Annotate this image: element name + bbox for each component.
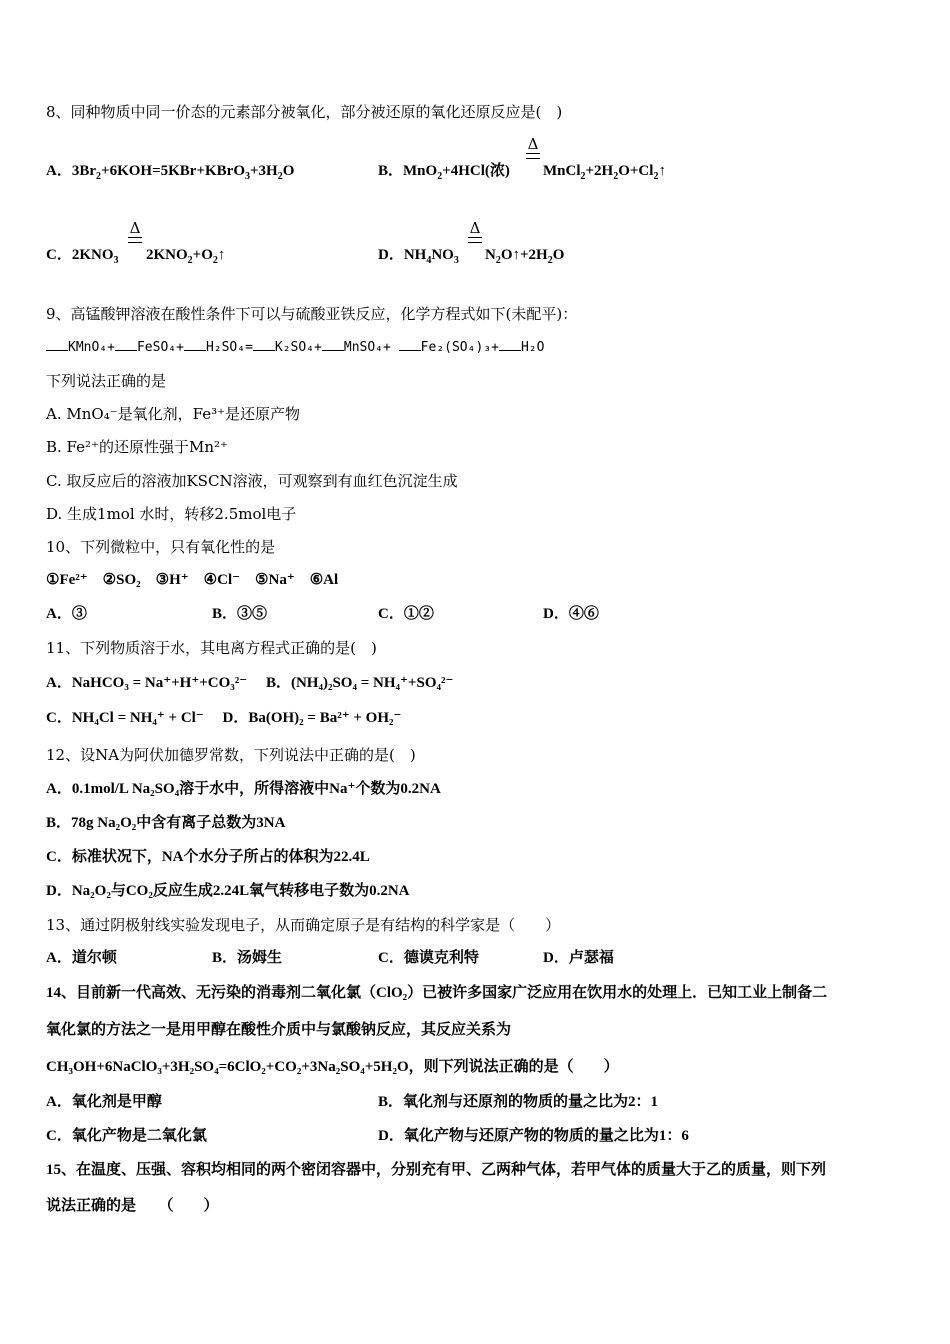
equals-sign: [468, 237, 482, 243]
q13-option-d: D．卢瑟福: [543, 950, 614, 966]
q8-a-formula: [71, 163, 295, 182]
q8-c-products: [146, 245, 225, 265]
q12-option-b: B．78g Na₂O₂中含有离子总数为3NA: [46, 815, 286, 831]
q13-option-c: C．德谟克利特: [378, 950, 479, 966]
blank: [399, 338, 421, 351]
q14-option-c: C．氧化产物是二氧化氯: [46, 1128, 207, 1144]
formula-text: +O: [192, 247, 213, 263]
subscript: 2: [547, 255, 553, 266]
formula-text: 2KNO: [71, 247, 114, 263]
q11-options-ab: A．NaHCO₃ = Na⁺+H⁺+CO₃²⁻ B．(NH₄)₂SO₄ = NH₄⁺+SO₄²⁻: [46, 675, 454, 691]
formula-text: O+Cl: [618, 163, 654, 179]
subscript: 2: [653, 171, 659, 182]
q8-b-products: [543, 161, 666, 181]
q9-option-c: C. 取反应后的溶液加KSCN溶液，可观察到有血红色沉淀生成: [46, 472, 458, 490]
q8-option-a: A．$3Br_2+6KOH=5KBr+KBrO_3+3H_2O$: [46, 163, 295, 182]
heat-symbol: Δ: [129, 219, 141, 237]
q8-option-c: C．$2KNO_3$: [46, 247, 119, 266]
formula-text: MnCl: [543, 163, 581, 179]
q8-option-d: D．$NH_4NO_3$: [378, 247, 459, 266]
formula-text: O↑+2H: [500, 247, 548, 263]
blank: [184, 338, 206, 351]
subscript: 2: [580, 171, 586, 182]
q13-stem: 13、通过阴极射线实验发现电子，从而确定原子是有结构的科学家是（ ）: [46, 916, 561, 934]
q10-option-b: B．③⑤: [212, 606, 268, 622]
q11-stem: 11、下列物质溶于水，其电离方程式正确的是( ): [46, 639, 377, 657]
formula-text: O: [552, 247, 565, 263]
equals-sign: [128, 237, 142, 243]
subscript: 3: [245, 171, 250, 182]
subscript: 2: [212, 255, 218, 266]
q8-b-reactants: [403, 163, 510, 182]
q14-equation: CH₃OH+6NaClO₃+3H₂SO₄=6ClO₂+CO₂+3Na₂SO₄+5H₂O，则下列说法正确的是（ ）: [46, 1059, 619, 1075]
blank: [253, 338, 275, 351]
q9-option-b: B. Fe²⁺的还原性强于Mn²⁺: [46, 438, 228, 456]
formula-text: MnO: [403, 163, 438, 179]
q9-term: Fe₂(SO₄)₃+: [420, 340, 499, 355]
blank: [115, 338, 137, 351]
q14-stem-line2: 氧化氯的方法之一是用甲醇在酸性介质中与氯酸钠反应，其反应关系为: [46, 1022, 512, 1038]
q9-term: K₂SO₄+: [274, 340, 322, 355]
q9-option-a: A. MnO₄⁻是氧化剂，Fe³⁺是还原产物: [46, 405, 301, 423]
subscript: 3: [453, 255, 459, 266]
q8-stem: 8、同种物质中同一价态的元素部分被氧化，部分被还原的氧化还原反应是( ): [46, 103, 563, 121]
formula-text: +3H: [250, 163, 278, 179]
q9-option-d: D. 生成1mol 水时，转移2.5mol电子: [46, 505, 297, 523]
blank: [499, 338, 521, 351]
formula-text: O: [282, 163, 295, 179]
heat-symbol: Δ: [527, 135, 539, 153]
q8-d-products: [485, 245, 564, 265]
q13-option-a: A．道尔顿: [46, 950, 117, 966]
q9-prompt: 下列说法正确的是: [46, 372, 167, 390]
q8-c-reactant: [71, 247, 119, 266]
q9-term: MnSO₄+: [343, 340, 399, 355]
q10-option-d: D．④⑥: [543, 606, 599, 622]
formula-text: +2H: [585, 163, 614, 179]
blank: [322, 338, 344, 351]
formula-text: ↑: [217, 247, 226, 263]
subscript: 2: [187, 255, 193, 266]
q12-option-d: D．Na₂O₂与CO₂反应生成2.24L氧气转移电子数为0.2NA: [46, 883, 410, 899]
q10-items: ①Fe²⁺ ②SO₂ ③H⁺ ④Cl⁻ ⑤Na⁺ ⑥Al: [46, 572, 339, 588]
equals-sign: [526, 153, 540, 159]
q14-stem-line1: 14、目前新一代高效、无污染的消毒剂二氧化氯（ClO₂）已被许多国家广泛应用在饮用水的处理上．已知工业上制备二: [46, 985, 828, 1001]
blank: [46, 338, 68, 351]
q15-stem-line2: 说法正确的是 （ ）: [46, 1198, 219, 1214]
formula-text: NH: [403, 247, 427, 263]
q14-option-b: B．氧化剂与还原剂的物质的量之比为2：1: [378, 1094, 659, 1110]
subscript: 3: [113, 255, 119, 266]
q12-stem: 12、设NA为阿伏加德罗常数，下列说法中正确的是( ): [46, 746, 416, 764]
formula-text: 3Br: [71, 163, 97, 179]
formula-text: N: [485, 247, 496, 263]
formula-text: +6KOH=5KBr+KBrO: [101, 163, 245, 179]
subscript: 2: [495, 255, 501, 266]
q12-option-a: A．0.1mol/L Na₂SO₄溶于水中，所得溶液中Na⁺个数为0.2NA: [46, 781, 441, 797]
q9-term: KMnO₄+: [68, 340, 115, 355]
subscript: 2: [613, 171, 619, 182]
formula-text: ↑: [658, 163, 666, 179]
q15-stem-line1: 15、在温度、压强、容积均相同的两个密闭容器中，分别充有甲、乙两种气体，若甲气体的质量大于乙的质量，则下列: [46, 1162, 827, 1178]
q13-option-b: B．汤姆生: [212, 950, 283, 966]
q10-option-c: C．①②: [378, 606, 434, 622]
q10-option-a: A．③: [46, 606, 87, 622]
q9-term: H₂SO₄=: [205, 340, 253, 355]
subscript: 2: [96, 171, 102, 182]
q9-equation: [46, 338, 544, 358]
q12-option-c: C．标准状况下，NA个水分子所占的体积为22.4L: [46, 849, 370, 865]
heat-symbol: Δ: [469, 219, 481, 237]
q8-d-reactant: [403, 247, 459, 266]
q8-option-b: B．MnO$_2$+4HCl(浓): [378, 163, 510, 182]
formula-text: +4HCl(浓): [442, 163, 510, 179]
q9-term: H₂O: [520, 340, 545, 355]
q14-option-d: D．氧化产物与还原产物的物质的量之比为1：6: [378, 1128, 689, 1144]
q14-option-a: A．氧化剂是甲醇: [46, 1094, 162, 1110]
formula-text: 2KNO: [146, 247, 188, 263]
formula-text: NO: [431, 247, 454, 263]
subscript: 2: [277, 171, 283, 182]
subscript: 4: [426, 255, 432, 266]
subscript: 2: [437, 171, 443, 182]
q9-term: FeSO₄+: [136, 340, 184, 355]
q11-options-cd: C．NH₄Cl = NH₄⁺ + Cl⁻ D．Ba(OH)₂ = Ba²⁺ + OH₂⁻: [46, 710, 402, 726]
q10-stem: 10、下列微粒中，只有氧化性的是: [46, 538, 276, 556]
q9-stem: 9、高锰酸钾溶液在酸性条件下可以与硫酸亚铁反应，化学方程式如下(未配平)：: [46, 305, 578, 323]
